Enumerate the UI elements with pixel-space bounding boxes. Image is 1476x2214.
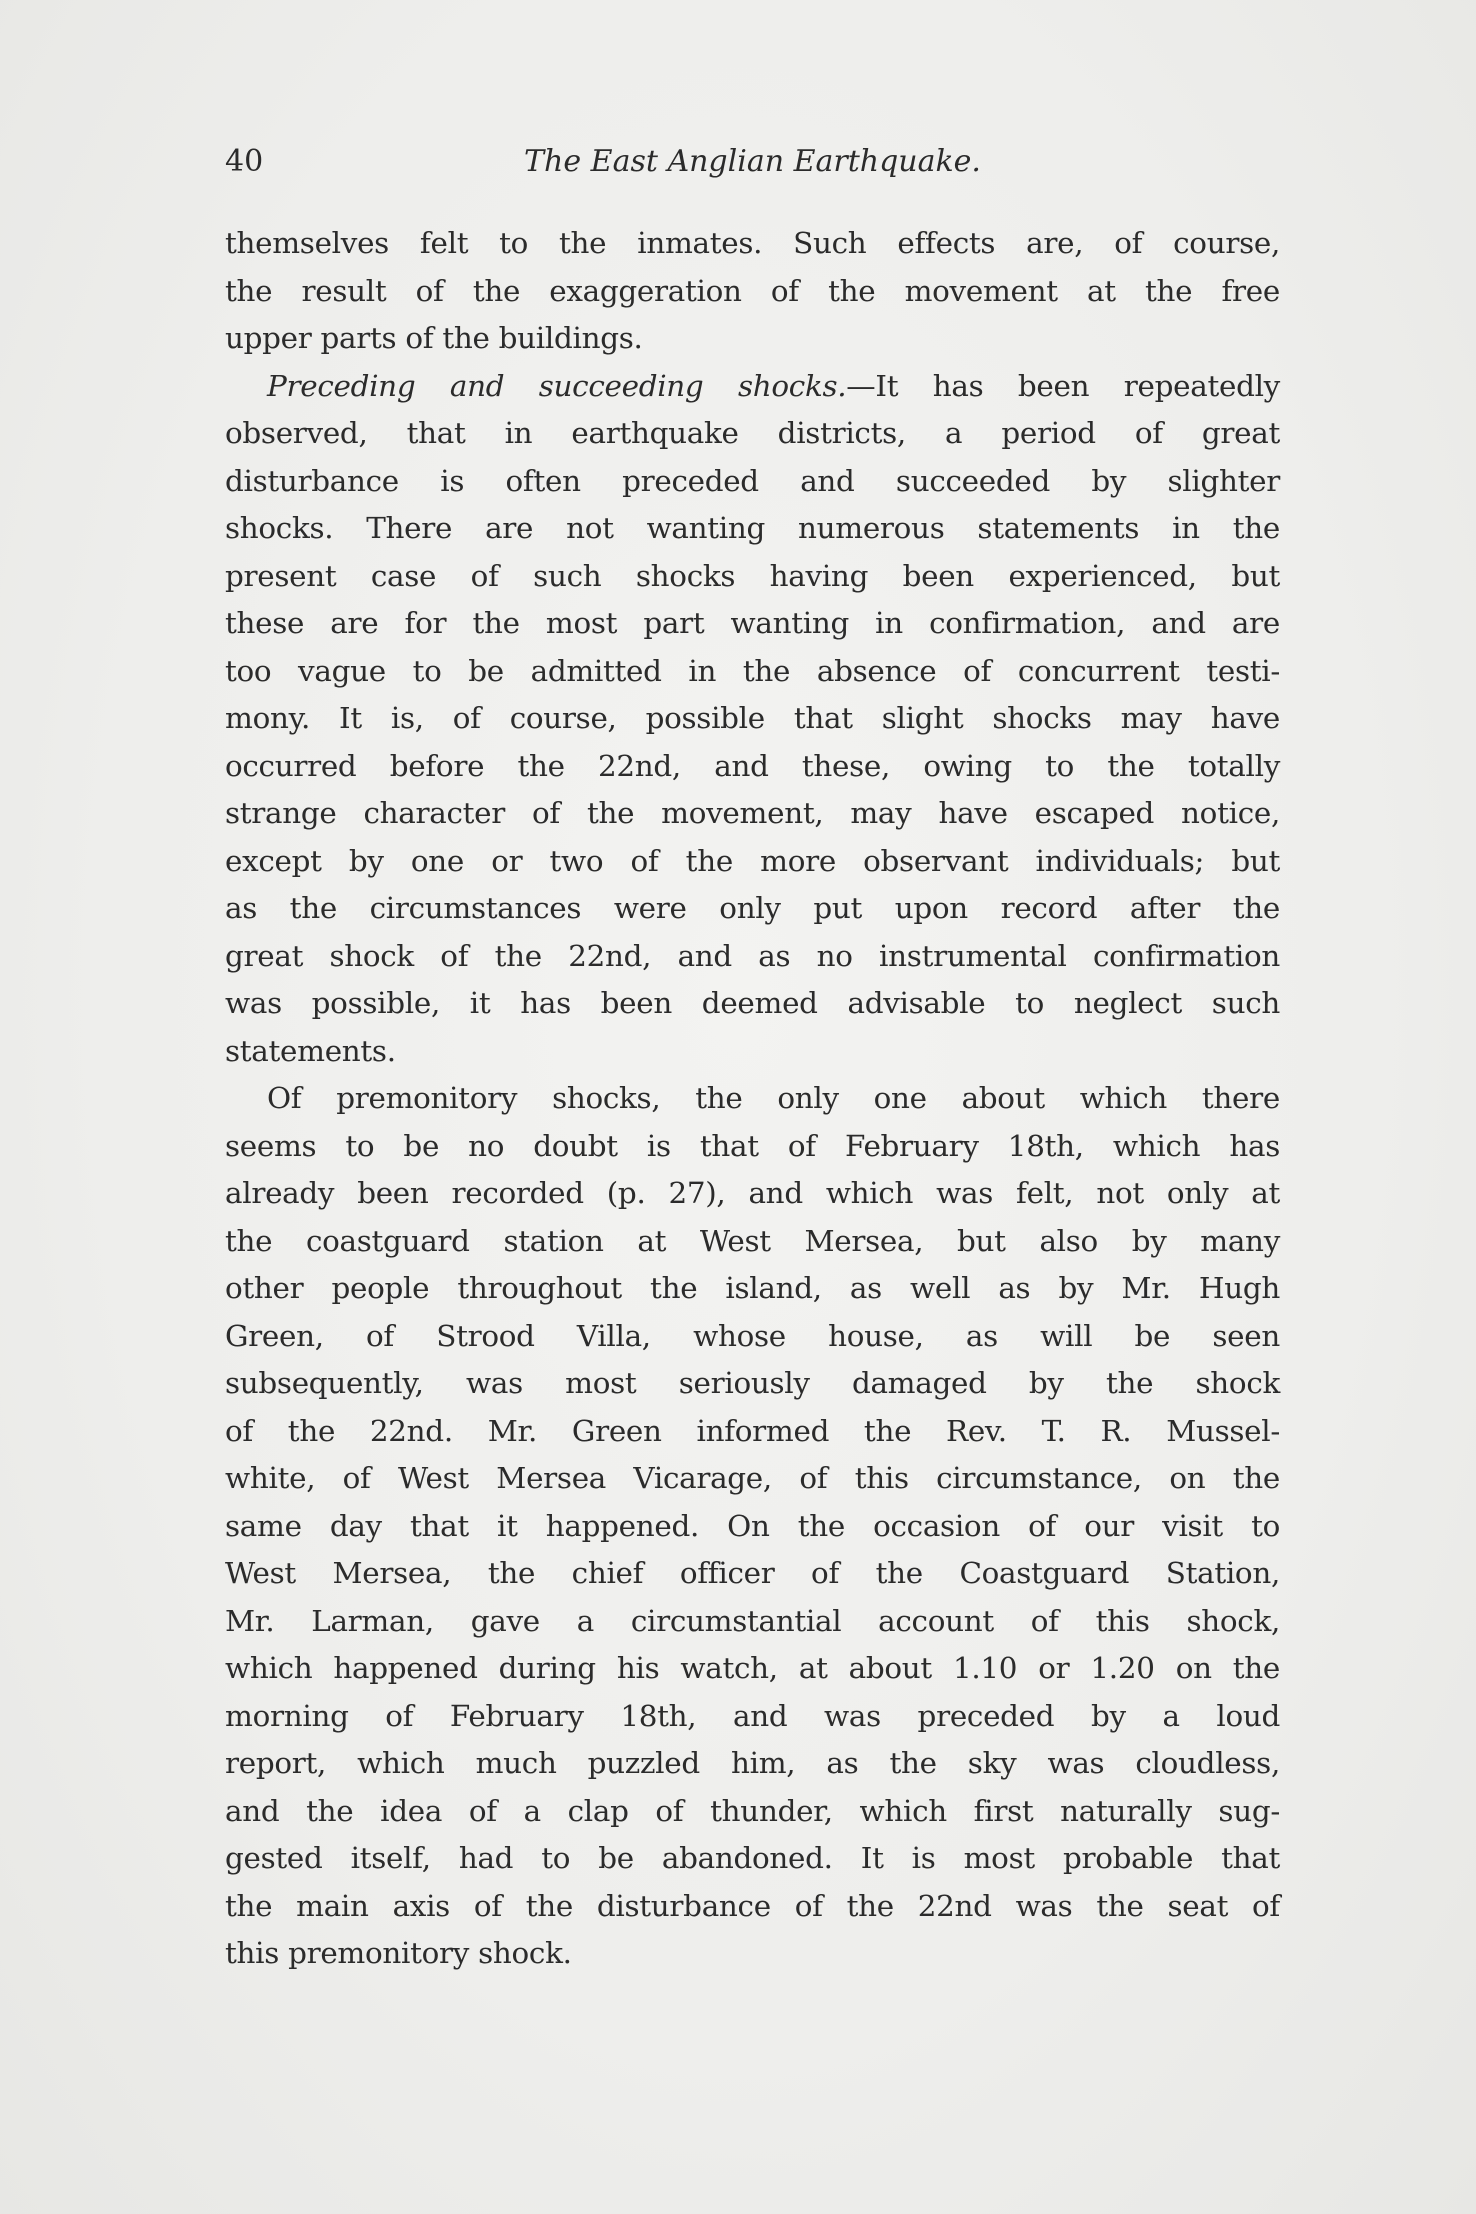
running-title: The East Anglian Earthquake. — [524, 144, 981, 179]
text-line: which happened during his watch, at about 1.10 or 1.20 on the — [225, 1651, 1280, 1685]
section-heading: Preceding and succeeding shocks. — [267, 368, 847, 403]
text-line: the main axis of the disturbance of the 22nd was the seat of — [225, 1888, 1280, 1923]
text-line: gested itself, had to be abandoned. It is most probable that — [225, 1841, 1280, 1875]
text-line: strange character of the movement, may have escaped notice, — [225, 796, 1280, 830]
text-line: themselves felt to the inmates. Such effects are, of course, — [225, 226, 1280, 260]
text-line: Green, of Strood Villa, whose house, as will be seen — [225, 1318, 1280, 1353]
text-line: West Mersea, the chief officer of the Coastguard Station, — [225, 1556, 1280, 1590]
text-line: disturbance is often preceded and succeeded by slighter — [225, 463, 1280, 498]
text-line: as the circumstances were only put upon record after the — [225, 891, 1280, 925]
text-line: this premonitory shock. — [225, 1936, 572, 1970]
text-line: subsequently, was most seriously damaged by the shock — [225, 1366, 1280, 1400]
text-line: and the idea of a clap of thunder, which first naturally sug- — [225, 1793, 1280, 1828]
text-line: upper parts of the buildings. — [225, 321, 643, 355]
page-header — [225, 140, 1280, 188]
text-line: too vague to be admitted in the absence of concurrent testi- — [225, 653, 1280, 688]
text-line-continuation: —It has been repeatedly — [846, 368, 1280, 403]
text-line: statements. — [225, 1033, 396, 1068]
text-line: other people throughout the island, as well as by Mr. Hugh — [225, 1271, 1280, 1305]
text-line: these are for the most part wanting in confirmation, and are — [225, 606, 1280, 640]
paragraph-first-line: Of premonitory shocks, the only one about which there — [267, 1081, 1280, 1115]
text-line: shocks. There are not wanting numerous statements in the — [225, 511, 1280, 545]
text-line: white, of West Mersea Vicarage, of this circumstance, on the — [225, 1461, 1280, 1495]
text-line: report, which much puzzled him, as the sky was cloudless, — [225, 1746, 1280, 1780]
text-line: of the 22nd. Mr. Green informed the Rev. T. R. Mussel- — [225, 1413, 1280, 1448]
text-line: seems to be no doubt is that of February 18th, which has — [225, 1128, 1280, 1163]
text-line: was possible, it has been deemed advisable to neglect such — [225, 986, 1280, 1020]
text-line: same day that it happened. On the occasion of our visit to — [225, 1508, 1280, 1543]
text-line: morning of February 18th, and was preceded by a loud — [225, 1698, 1280, 1733]
text-line: present case of such shocks having been experienced, but — [225, 558, 1280, 593]
text-line: Mr. Larman, gave a circumstantial account of this shock, — [225, 1603, 1280, 1638]
text-line: occurred before the 22nd, and these, owing to the totally — [225, 748, 1280, 783]
body-text — [225, 220, 1280, 1978]
text-line: observed, that in earthquake districts, a period of great — [225, 416, 1280, 450]
paragraph-first-line — [225, 363, 1280, 411]
text-line: the result of the exaggeration of the movement at the free — [225, 273, 1280, 308]
text-line: mony. It is, of course, possible that slight shocks may have — [225, 701, 1280, 735]
text-line: already been recorded (p. 27), and which was felt, not only at — [225, 1176, 1280, 1210]
text-line: the coastguard station at West Mersea, but also by many — [225, 1223, 1280, 1258]
text-line: except by one or two of the more observant individuals; but — [225, 843, 1280, 878]
text-line: great shock of the 22nd, and as no instrumental confirmation — [225, 938, 1280, 973]
page-number: 40 — [225, 144, 264, 179]
